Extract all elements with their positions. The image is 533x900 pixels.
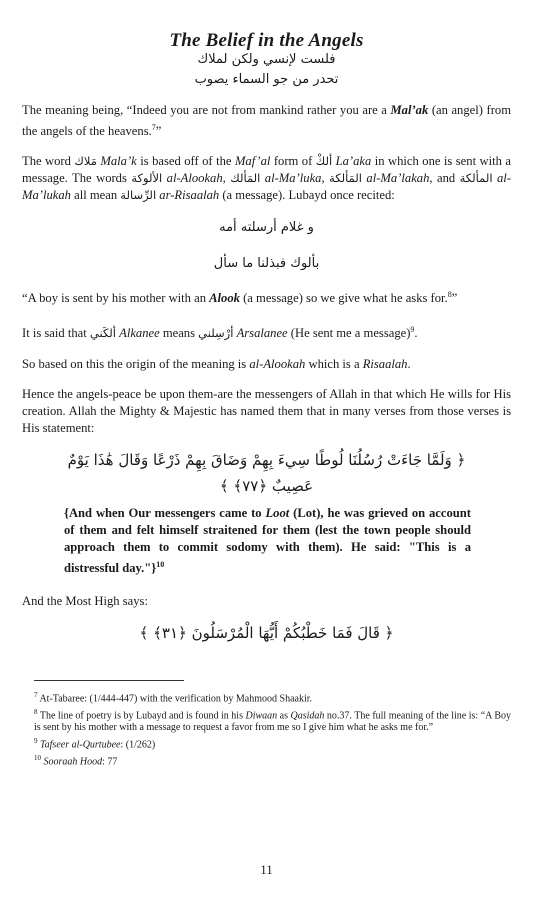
footnote-ref: 9 xyxy=(410,325,415,335)
paragraph-boy-translation: “A boy is sent by his mother with an Alook (a message) so we give what he asks for.$^8$” xyxy=(22,290,458,306)
footnote-10: $^{10}$ Sooraah Hood: 77 xyxy=(34,753,118,768)
poem-line: و غلام أرسلته أمه xyxy=(219,220,314,236)
poem-line: تحدر من جو السماء يصوب xyxy=(194,72,339,87)
quran-verse-2-arabic: ﴿ قَالَ فَمَا خَطْبُكُمْ أَيُّهَا الْمُرْسَلُونَ ﴿٣١﴾ ﴾ xyxy=(139,623,394,642)
footnote-ref: 8 xyxy=(447,290,452,300)
paragraph-most-high: And the Most High says: xyxy=(22,593,148,608)
poem-line: بألوك فبذلنا ما سأل xyxy=(213,256,320,272)
verse-line: ﴿ وَلَمَّا جَاءَتْ رُسُلُنَا لُوطًا سِيءَ بِهِمْ وَضَاقَ بِهِمْ ذَرْعًا وَقَالَ هَٰذَا يَوْمٌ xyxy=(67,450,466,469)
poem-arabic-2 xyxy=(22,218,511,274)
paragraph-messengers: Hence the angels-peace be upon them-are the messengers of Allah in that which He wills for His creation. Allah the Mighty & Majestic has named them that in many verses from those verses is His statement: xyxy=(22,386,511,435)
page-title: The Belief in the Angels xyxy=(169,30,364,51)
quran-verse-1-arabic xyxy=(22,447,511,499)
paragraph-origin: So based on this the origin of the meaning is al-Alookah which is a Risaalah. xyxy=(22,356,411,371)
page-number: 11 xyxy=(260,862,273,877)
quran-verse-1-translation: {And when Our messengers came to Loot (Lot), he was grieved on account of them and felt himself straitened for them (lest the town people should approach them to commit sodomy with them). He said: "This is a distressful day."}$^{10}$ xyxy=(64,505,471,575)
footnote-8: $^8$ The line of poetry is by Lubayd and is found in his Diwaan as Qasidah no.37. The full meaning of the line is: “A Boy is sent by his mother with a message to request a favor from me so I give him what he asks me for.” xyxy=(34,707,511,734)
verse-line: عَصِيبٌ ﴿٧٧﴾ ﴾ xyxy=(219,476,314,495)
footnotes xyxy=(22,680,511,769)
paragraph-meaning: The meaning being, “Indeed you are not from mankind rather you are a Mal’ak (an angel) from the angels of the heavens.$^7$” xyxy=(22,103,511,139)
footnote-ref: 10 xyxy=(156,559,165,569)
footnote-9: $^9$ Tafseer al-Qurtubee: (1/262) xyxy=(34,736,156,751)
paragraph-word-origin: The word مَلاك Mala’k is based off of the Maf’al form of ألكْ La’aka in which one is sent with a message. The words الألوكة al-Alookah, المَألك al-Ma’luka, المَألكة al-Ma’lakah, and المألكة al-Ma’lukah all mean الرِّسالة ar-Risaalah (a message). Lubayd once recited: xyxy=(22,154,511,203)
footnote-divider xyxy=(34,680,184,681)
footnote-7: $^7$ At-Tabaree: (1/444-447) with the verification by Mahmood Shaakir. xyxy=(34,690,313,705)
poem-arabic-1 xyxy=(22,50,511,90)
paragraph-alkanee: It is said that ألكَني Alkanee means أرْسِلني Arsalanee (He sent me a message)$^9$. xyxy=(22,325,418,341)
footnote-ref: 7 xyxy=(151,123,156,132)
poem-line: فلست لإنسي ولكن لملاك xyxy=(197,52,336,67)
